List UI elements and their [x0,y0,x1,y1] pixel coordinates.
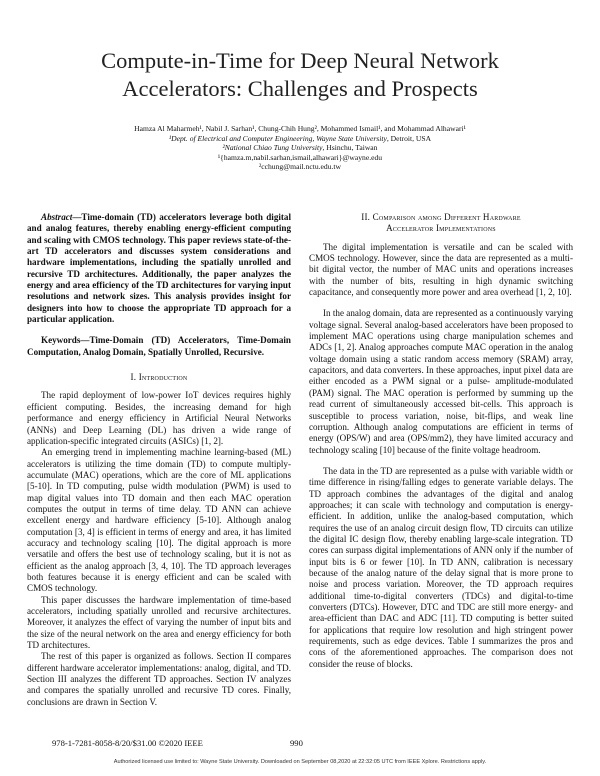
copyright-line: 978-1-7281-8058-8/20/$31.00 ©2020 IEEE [52,738,203,748]
paragraph: The digital implementation is versatile and can be scaled with CMOS technology. However, since the data are represented as a multi-bit digital vector, the number of MAC units and operations increases with the number of bits, resulting in high dynamic switching capacitance, and consequently more power and area overhead [1, 2, 10]. [309,241,573,298]
abstract [27,212,291,325]
email-1: ¹{hamza.m,nabil.sarhan,ismail,alhawari}@wayne.edu [217,152,383,162]
paper-title [0,47,600,103]
affiliation-1-place: , Detroit, USA [386,133,432,143]
section-2-heading [309,212,573,235]
section-1-heading: I. Introduction [130,372,188,383]
affiliation-2 [0,143,600,153]
keywords: Keywords—Time-Domain (TD) Accelerators, Time-Domain Computation, Analog Domain, Spatially Unrolled, Recursive. [27,335,291,357]
right-column [309,212,573,670]
abstract-label: Abstract [41,212,73,222]
paragraph: This paper discusses the hardware implementation of time-based accelerators, including spatially unrolled and recursive architectures. Moreover, it analyzes the effect of varying the number of input bits and the size of the neural network on the area and energy efficiency for both TD architectures. [27,594,291,651]
paragraph: The rapid deployment of low-power IoT devices requires highly efficient computing. Besides, the increasing demand for high performance and energy efficiency in Artificial Neural Networks (ANNs) and Deep Learning (DL) has driven a wide range of application-specific integrated circuits (ASICs) [1, 2]. [27,390,291,446]
email-2: ²cchung@mail.nctu.edu.tw [258,162,342,172]
paragraph: In the analog domain, data are represented as a continuously varying voltage signal. Several analog-based accelerators have been proposed to implement MAC operations using charge manipulation schemes and ADCs [1, 2]. Analog approaches compute MAC operation in the analog voltage domain using a static random access memory (SRAM) array, capacitors, and data converters. In these approaches, input pixel data are either encoded as a PWM signal or a pulse- amplitude-modulated (PAM) signal. The MAC operation is performed by summing up the read current of simultaneously accessed bit-cells. This approach is susceptible to process variation, noise, bit-flips, and weak line corruption. Although analog computations are efficient in terms of energy (OPS/W) and area (OPS/mm2), they have limited accuracy and technology scaling [10] because of the finite voltage headroom. [309,308,573,455]
section-2-heading-line-2: Accelerator Implementations [386,223,496,234]
affiliation-1-name: ¹Dept. of Electrical and Computer Engineering, Wayne State University [168,133,387,143]
left-column [27,212,291,708]
abstract-text: —Time-domain (TD) accelerators leverage both digital and analog features, thereby enabling energy-efficient computing and scaling with CMOS technology. This paper reviews state-of-the-art TD accelerators and discusses system considerations and hardware implementations, including the spatially unrolled and recursive TD architectures. Additionally, the paper analyzes the energy and area efficiency of the TD architectures for varying input resolutions and network sizes. This analysis provides insight for designers into how to choose the appropriate TD approach for a particular application. [27,212,291,325]
paragraph: The data in the TD are represented as a pulse with variable width or time difference in rising/falling edges to generate variable delays. The TD approach combines the advantages of the digital and analog approaches; it can scale with technology and computation is energy-efficient. In addition, unlike the analog-based computation, which requires the use of an analog circuit design flow, TD circuits can utilize the digital IC design flow, thereby enabling large-scale integration. TD cores can surpass digital implementations of ANN only if the number of input bits is 6 or fewer [10]. In TD ANN, calibration is necessary because of the analog nature of the delay signal that is more prone to noise and process variation. Moreover, the TD approach requires additional time-to-digital converters (TDCs) and digital-to-time converters (DTCs). However, DTC and TDC are still more energy- and area-efficient than DAC and ADC [11]. TD computing is better suited for applications that require low resolution and high stringent power requirements, such as edge devices. Table I summarizes the pros and cons of the aforementioned approaches. The comparison does not consider the reuse of blocks. [309,465,573,669]
page-number: 990 [290,738,303,748]
paragraph: An emerging trend in implementing machine learning-based (ML) accelerators is utilizing the time domain (TD) to compute multiply-accumulate (MAC) operations, which are the core of ML applications [5-10]. In TD computing, pulse width modulation (PWM) is used to map digital values into TD domain and then each MAC operation computes the output in terms of time delay. TD ANN can achieve excellent energy and hardware efficiency [5-10]. Although analog computation [3, 4] is efficient in terms of energy and area, it has limited accuracy and technology scaling [10]. The digital approach is more versatile and offers the best use of technology scaling, but it is not as efficient as the analog approach [3, 4, 10]. The TD approach leverages both features because it is energy efficient and can be scaled with CMOS technology. [27,447,291,594]
affiliation-2-place: , Hsinchu, Taiwan [322,143,378,153]
affiliation-1 [0,134,600,144]
title-line-1: Compute-in-Time for Deep Neural Network [101,48,499,73]
affiliation-2-name: ²National Chiao Tung University [222,143,323,153]
author-block [0,124,600,172]
license-notice: Authorized licensed use limited to: Wayne State University. Downloaded on September 08,2020 at 22:32:05 UTC from IEEE Xplore. Restrictions apply. [113,759,487,765]
title-line-2: Accelerators: Challenges and Prospects [122,76,478,101]
section-2-heading-line-1: II. Comparison among Different Hardware [361,212,521,222]
paragraph: The rest of this paper is organized as follows. Section II compares different hardware accelerator implementations: analog, digital, and TD. Section III analyzes the different TD approaches. Section IV analyzes and compares the spatially unrolled and recursive TD cores. Finally, conclusions are drawn in Section V. [27,651,291,707]
author-list: Hamza Al Maharmeh¹, Nabil J. Sarhan¹, Chung-Chih Hung², Mohammed Ismail¹, and Mohammad Alhawari¹ [134,124,466,133]
